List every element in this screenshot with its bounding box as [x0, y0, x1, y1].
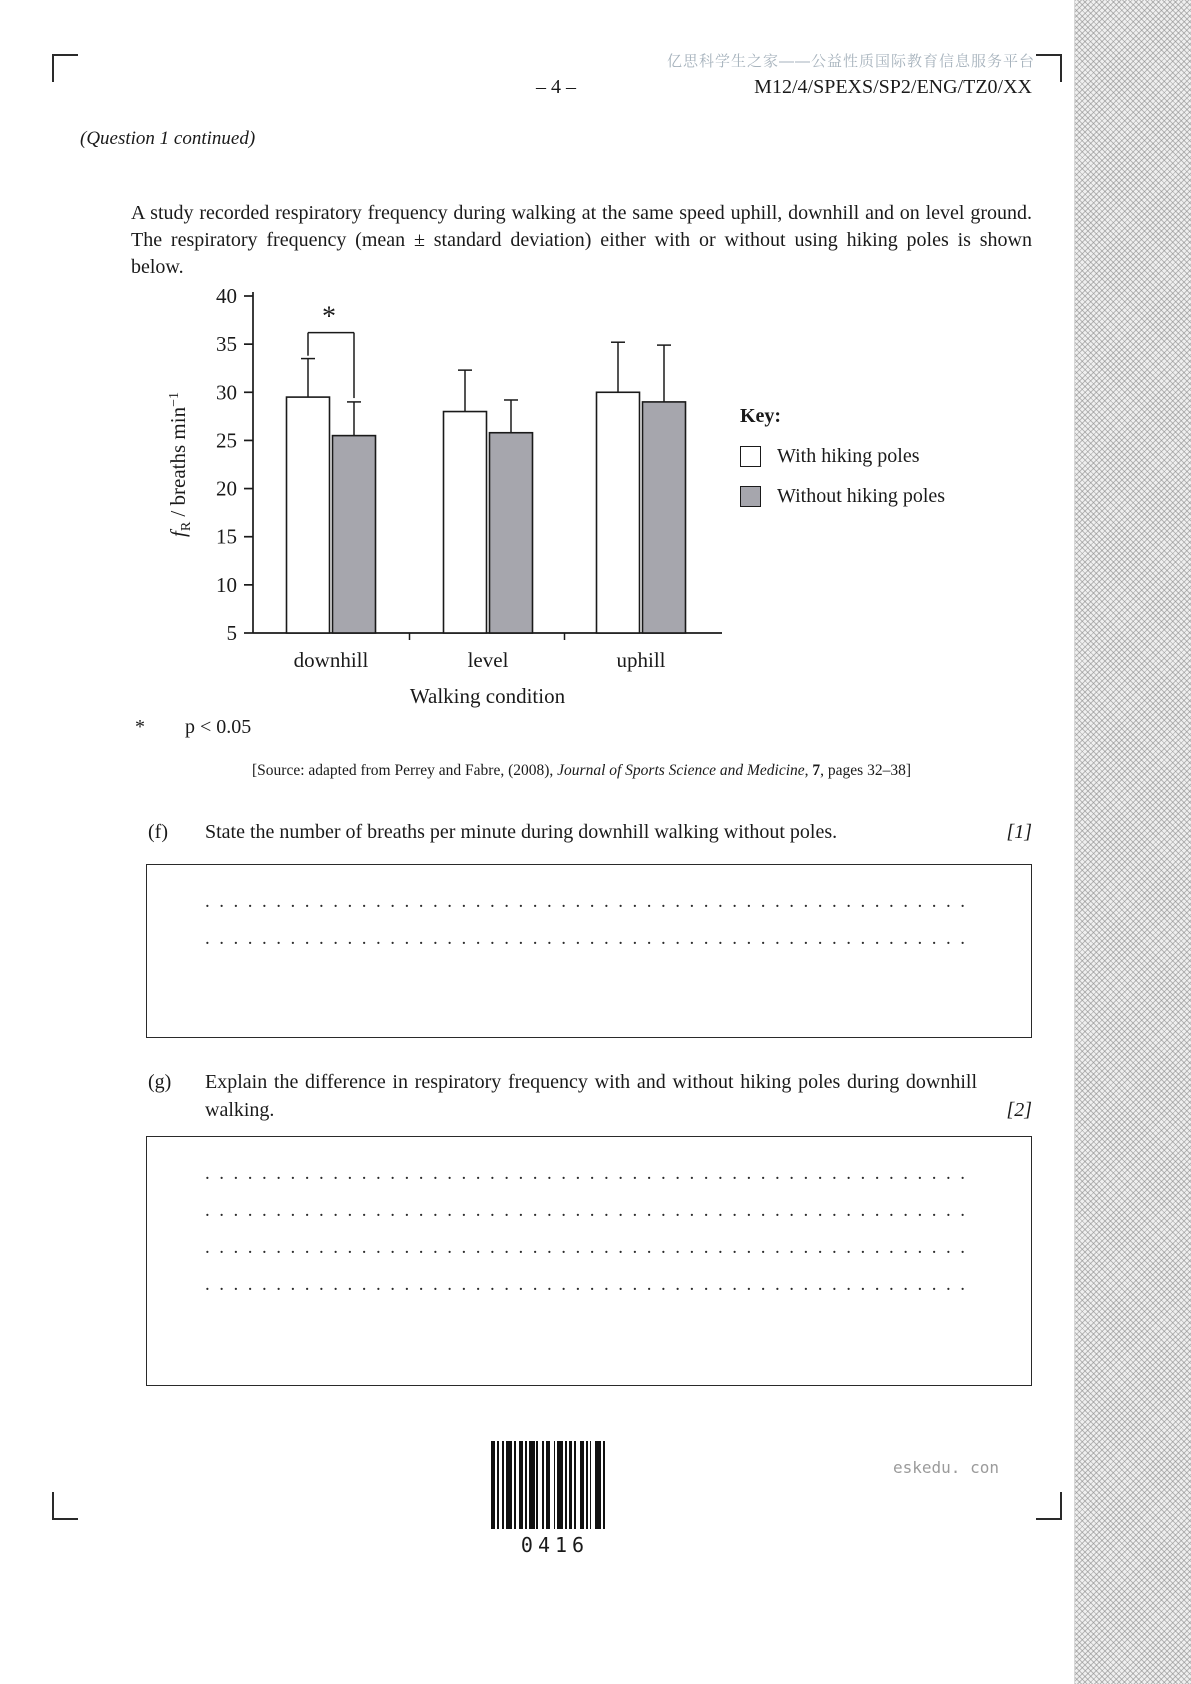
significance-footnote [135, 716, 251, 739]
legend-swatch [740, 486, 761, 507]
source-suffix: , pages 32–38] [820, 762, 911, 779]
x-category-label: level [467, 648, 509, 672]
question-g-text: Explain the difference in respiratory frequency with and without hiking poles during downhill walking. [205, 1071, 977, 1121]
source-prefix: [Source: adapted from Perrey and Fabre, (2008), [252, 762, 558, 779]
bar-chart [130, 286, 790, 711]
question-continued-note: (Question 1 continued) [80, 128, 256, 149]
barcode [491, 1441, 608, 1529]
significance-star: * [322, 301, 336, 333]
crop-mark-bottom-right [1036, 1492, 1062, 1520]
footnote-symbol: * [135, 716, 145, 738]
legend-item [740, 485, 945, 508]
bar-uphill-with-poles [597, 392, 640, 633]
y-tick-label: 10 [216, 572, 237, 597]
source-citation [131, 762, 1032, 780]
legend-label: Without hiking poles [777, 485, 946, 507]
barcode-number: 0416 [520, 1533, 590, 1557]
question-f-marks: [1] [1006, 821, 1032, 843]
legend-swatch [740, 446, 761, 467]
bar-downhill-with-poles [287, 397, 330, 633]
question-g-label: (g) [148, 1071, 172, 1093]
question-g-marks: [2] [1006, 1099, 1032, 1121]
y-tick-label: 30 [216, 380, 237, 405]
key-title: Key: [740, 405, 782, 427]
y-tick-label: 40 [216, 286, 237, 308]
y-tick-label: 20 [216, 476, 237, 501]
answer-dotted-line: ...................................................... [205, 1163, 975, 1184]
watermark-top: 亿思科学生之家——公益性质国际教育信息服务平台 [666, 53, 1035, 70]
chart-key [740, 405, 945, 508]
intro-paragraph: A study recorded respiratory frequency during walking at the same speed uphill, downhill and on level ground. The respiratory frequency (mean ± standard deviation) either with or without using hiking poles is shown below. [131, 202, 1032, 279]
bar-downhill-without-poles [333, 436, 376, 633]
bar-level-with-poles [444, 412, 487, 633]
y-axis-title: $f_R$ / breaths $\min^{-1}$ [166, 392, 194, 537]
y-tick-label: 25 [216, 428, 237, 453]
answer-box-f [146, 864, 1032, 1038]
bar-level-without-poles [490, 433, 533, 633]
crop-mark-bottom-left [52, 1492, 78, 1520]
question-f [148, 818, 1032, 846]
chart-area [130, 286, 790, 711]
page-number: – 4 – [536, 76, 576, 98]
answer-box-g [146, 1136, 1032, 1386]
x-category-label: uphill [616, 648, 666, 672]
watermark-bottom: eskedu. con [893, 1458, 999, 1477]
x-category-label: downhill [293, 648, 369, 672]
x-axis-title: Walking condition [409, 684, 566, 708]
source-mid: , [804, 762, 813, 779]
barcode-gap [605, 1441, 609, 1529]
scan-texture-strip [1074, 0, 1191, 1684]
source-volume: 7 [812, 762, 821, 779]
answer-dotted-line: ...................................................... [205, 1274, 975, 1295]
question-f-text: State the number of breaths per minute during downhill walking without poles. [205, 821, 838, 843]
question-g [148, 1068, 1032, 1124]
y-tick-label: 5 [226, 621, 237, 645]
answer-dotted-line: ...................................................... [205, 1237, 975, 1258]
question-f-label: (f) [148, 821, 168, 843]
source-journal: Journal of Sports Science and Medicine [557, 762, 805, 779]
key-items [740, 445, 945, 508]
y-tick-label: 15 [216, 524, 237, 549]
answer-dotted-line: ...................................................... [205, 1200, 975, 1221]
exam-code: M12/4/SPEXS/SP2/ENG/TZ0/XX [754, 76, 1032, 98]
legend-item [740, 445, 945, 468]
legend-label: With hiking poles [777, 445, 920, 467]
answer-dotted-line: ...................................................... [205, 928, 975, 949]
y-tick-label: 35 [216, 332, 237, 357]
answer-dotted-line: ...................................................... [205, 891, 975, 912]
bar-uphill-without-poles [643, 402, 686, 633]
footnote-text: p < 0.05 [185, 716, 252, 738]
